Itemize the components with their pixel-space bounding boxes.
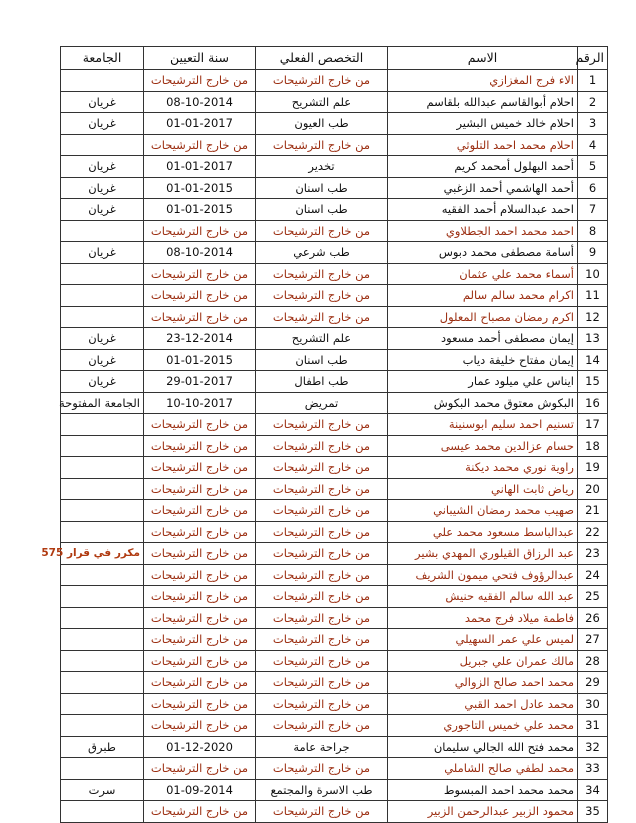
person-name: محمود الزبير عبدالرحمن الزبير: [388, 801, 578, 823]
actual-specialty: طب اطفال: [256, 371, 388, 393]
person-name: محمد فتح الله الجالي سليمان: [388, 736, 578, 758]
person-name: فاطمة ميلاد فرج محمد: [388, 607, 578, 629]
table-row: [61, 371, 608, 393]
row-number: 32: [578, 736, 608, 758]
table-row: [61, 91, 608, 113]
actual-specialty: طب العيون: [256, 113, 388, 135]
table-row: [61, 478, 608, 500]
person-name: مالك عمران علي جبريل: [388, 650, 578, 672]
row-number: 34: [578, 779, 608, 801]
university: [61, 693, 144, 715]
actual-specialty: من خارج الترشيحات: [256, 220, 388, 242]
person-name: أحمد الهاشمي أحمد الزغبي: [388, 177, 578, 199]
table-row: [61, 500, 608, 522]
actual-specialty: من خارج الترشيحات: [256, 543, 388, 565]
row-number: 5: [578, 156, 608, 178]
person-name: عبد الرزاق القيلوري المهدي بشير: [388, 543, 578, 565]
actual-specialty: علم التشريح: [256, 91, 388, 113]
appointment-year: من خارج الترشيحات: [144, 672, 256, 694]
person-name: تسنيم احمد سليم ابوسنينة: [388, 414, 578, 436]
appointment-year: من خارج الترشيحات: [144, 306, 256, 328]
appointment-year: 01-01-2017: [144, 113, 256, 135]
university: غريان: [61, 177, 144, 199]
person-name: لميس علي عمر السهيلي: [388, 629, 578, 651]
university: [61, 70, 144, 92]
person-name: احلام محمد احمد التلوثي: [388, 134, 578, 156]
university: غريان: [61, 242, 144, 264]
header-specialty: التخصص الفعلي: [256, 47, 388, 70]
actual-specialty: من خارج الترشيحات: [256, 521, 388, 543]
person-name: رياض ثابت الهاني: [388, 478, 578, 500]
row-number: 27: [578, 629, 608, 651]
actual-specialty: من خارج الترشيحات: [256, 629, 388, 651]
actual-specialty: علم التشريح: [256, 328, 388, 350]
university: [61, 629, 144, 651]
appointment-year: من خارج الترشيحات: [144, 70, 256, 92]
appointment-year: من خارج الترشيحات: [144, 220, 256, 242]
table-row: [61, 349, 608, 371]
row-number: 30: [578, 693, 608, 715]
table-row: [61, 263, 608, 285]
appointment-year: من خارج الترشيحات: [144, 543, 256, 565]
appointment-year: من خارج الترشيحات: [144, 521, 256, 543]
university: [61, 564, 144, 586]
table-row: [61, 220, 608, 242]
table-row: [61, 607, 608, 629]
appointment-year: 23-12-2014: [144, 328, 256, 350]
table-row: [61, 521, 608, 543]
person-name: احمد محمد احمد الجطلاوي: [388, 220, 578, 242]
person-name: البكوش معتوق محمد البكوش: [388, 392, 578, 414]
university: غريان: [61, 371, 144, 393]
row-number: 2: [578, 91, 608, 113]
appointment-year: 01-12-2020: [144, 736, 256, 758]
table-row: [61, 177, 608, 199]
table-row: [61, 629, 608, 651]
university: [61, 801, 144, 823]
person-name: محمد عادل احمد القبي: [388, 693, 578, 715]
person-name: إيمان مفتاح خليفة دياب: [388, 349, 578, 371]
appointment-year: 01-01-2015: [144, 199, 256, 221]
person-name: اكرم رمضان مصباح المعلول: [388, 306, 578, 328]
university: غريان: [61, 349, 144, 371]
person-name: محمد لطفي صالح الشاملي: [388, 758, 578, 780]
row-number: 7: [578, 199, 608, 221]
row-number: 21: [578, 500, 608, 522]
university: [61, 586, 144, 608]
header-appointment-year: سنة التعيين: [144, 47, 256, 70]
appointment-year: من خارج الترشيحات: [144, 629, 256, 651]
table-row: [61, 693, 608, 715]
university: [61, 220, 144, 242]
university: [61, 758, 144, 780]
appointment-year: من خارج الترشيحات: [144, 650, 256, 672]
actual-specialty: من خارج الترشيحات: [256, 478, 388, 500]
row-number: 28: [578, 650, 608, 672]
table-row: [61, 392, 608, 414]
university: [61, 500, 144, 522]
table-row: [61, 779, 608, 801]
actual-specialty: من خارج الترشيحات: [256, 414, 388, 436]
actual-specialty: طب اسنان: [256, 199, 388, 221]
actual-specialty: من خارج الترشيحات: [256, 693, 388, 715]
table-row: [61, 113, 608, 135]
actual-specialty: من خارج الترشيحات: [256, 457, 388, 479]
table-row: [61, 70, 608, 92]
row-number: 25: [578, 586, 608, 608]
person-name: احلام أبوالقاسم عبدالله بلقاسم: [388, 91, 578, 113]
actual-specialty: من خارج الترشيحات: [256, 672, 388, 694]
person-name: محمد محمد احمد المبسوط: [388, 779, 578, 801]
appointment-year: من خارج الترشيحات: [144, 564, 256, 586]
row-number: 11: [578, 285, 608, 307]
university: غريان: [61, 328, 144, 350]
row-number: 26: [578, 607, 608, 629]
actual-specialty: من خارج الترشيحات: [256, 564, 388, 586]
row-number: 16: [578, 392, 608, 414]
appointment-year: 08-10-2014: [144, 242, 256, 264]
person-name: احمد عبدالسلام أحمد الفقيه: [388, 199, 578, 221]
table-row: [61, 306, 608, 328]
table-row: [61, 650, 608, 672]
actual-specialty: طب شرعي: [256, 242, 388, 264]
person-name: أسماء محمد علي عثمان: [388, 263, 578, 285]
university: مكرر في قرار 575: [61, 543, 144, 565]
appointment-year: من خارج الترشيحات: [144, 586, 256, 608]
table-row: [61, 199, 608, 221]
actual-specialty: طب الاسرة والمجتمع: [256, 779, 388, 801]
university: غريان: [61, 156, 144, 178]
appointment-year: 01-01-2015: [144, 177, 256, 199]
appointment-year: من خارج الترشيحات: [144, 478, 256, 500]
university: غريان: [61, 199, 144, 221]
person-name: إيمان مصطفى أحمد مسعود: [388, 328, 578, 350]
appointment-year: 29-01-2017: [144, 371, 256, 393]
actual-specialty: من خارج الترشيحات: [256, 607, 388, 629]
row-number: 10: [578, 263, 608, 285]
person-name: أحمد البهلول أمحمد كريم: [388, 156, 578, 178]
row-number: 31: [578, 715, 608, 737]
university: [61, 478, 144, 500]
person-name: محمد علي خميس التاجوري: [388, 715, 578, 737]
actual-specialty: تخدير: [256, 156, 388, 178]
actual-specialty: من خارج الترشيحات: [256, 285, 388, 307]
row-number: 24: [578, 564, 608, 586]
person-name: حسام عزالدين محمد عيسى: [388, 435, 578, 457]
appointment-year: 10-10-2017: [144, 392, 256, 414]
actual-specialty: طب اسنان: [256, 349, 388, 371]
actual-specialty: من خارج الترشيحات: [256, 500, 388, 522]
row-number: 29: [578, 672, 608, 694]
appointment-year: 01-01-2015: [144, 349, 256, 371]
person-name: عبد الله سالم الفقيه حنيش: [388, 586, 578, 608]
header-name: الاسم: [388, 47, 578, 70]
table-row: [61, 586, 608, 608]
row-number: 8: [578, 220, 608, 242]
row-number: 13: [578, 328, 608, 350]
table-row: [61, 736, 608, 758]
person-name: أسامة مصطفى محمد دبوس: [388, 242, 578, 264]
appointment-year: من خارج الترشيحات: [144, 693, 256, 715]
row-number: 22: [578, 521, 608, 543]
table-row: [61, 285, 608, 307]
university: [61, 715, 144, 737]
table-row: [61, 672, 608, 694]
table-header-row: [61, 47, 608, 70]
university: [61, 134, 144, 156]
appointment-year: من خارج الترشيحات: [144, 285, 256, 307]
actual-specialty: من خارج الترشيحات: [256, 263, 388, 285]
appointment-year: من خارج الترشيحات: [144, 263, 256, 285]
row-number: 4: [578, 134, 608, 156]
appointment-year: من خارج الترشيحات: [144, 801, 256, 823]
table-row: [61, 328, 608, 350]
person-name: اكرام محمد سالم سالم: [388, 285, 578, 307]
table-row: [61, 758, 608, 780]
table-row: [61, 457, 608, 479]
appointment-year: 01-09-2014: [144, 779, 256, 801]
table-row: [61, 242, 608, 264]
actual-specialty: من خارج الترشيحات: [256, 586, 388, 608]
university: [61, 285, 144, 307]
appointment-year: من خارج الترشيحات: [144, 500, 256, 522]
university: [61, 650, 144, 672]
university: طبرق: [61, 736, 144, 758]
university: [61, 263, 144, 285]
actual-specialty: جراحة عامة: [256, 736, 388, 758]
person-name: عبدالرؤوف فتحي ميمون الشريف: [388, 564, 578, 586]
university: [61, 435, 144, 457]
university: سرت: [61, 779, 144, 801]
appointment-year: من خارج الترشيحات: [144, 715, 256, 737]
row-number: 18: [578, 435, 608, 457]
row-number: 14: [578, 349, 608, 371]
person-name: ايناس علي ميلود عمار: [388, 371, 578, 393]
actual-specialty: من خارج الترشيحات: [256, 758, 388, 780]
appointment-year: من خارج الترشيحات: [144, 758, 256, 780]
table-row: [61, 156, 608, 178]
table-row: [61, 414, 608, 436]
actual-specialty: من خارج الترشيحات: [256, 801, 388, 823]
person-name: صهيب محمد رمضان الشيباني: [388, 500, 578, 522]
row-number: 1: [578, 70, 608, 92]
university: [61, 414, 144, 436]
university: [61, 306, 144, 328]
actual-specialty: من خارج الترشيحات: [256, 70, 388, 92]
actual-specialty: طب اسنان: [256, 177, 388, 199]
row-number: 19: [578, 457, 608, 479]
appointment-year: من خارج الترشيحات: [144, 457, 256, 479]
table-row: [61, 801, 608, 823]
appointment-year: 08-10-2014: [144, 91, 256, 113]
appointment-year: من خارج الترشيحات: [144, 134, 256, 156]
table-row: [61, 543, 608, 565]
university: الجامعة المفتوحة: [61, 392, 144, 414]
university: غريان: [61, 91, 144, 113]
actual-specialty: من خارج الترشيحات: [256, 715, 388, 737]
row-number: 17: [578, 414, 608, 436]
row-number: 20: [578, 478, 608, 500]
table-row: [61, 564, 608, 586]
appointments-table: [41, 46, 608, 823]
row-number: 33: [578, 758, 608, 780]
row-number: 6: [578, 177, 608, 199]
person-name: راوية نوري محمد ديكنة: [388, 457, 578, 479]
row-number: 9: [578, 242, 608, 264]
header-number: الرقم: [578, 47, 608, 70]
person-name: الاء فرج المغزازي: [388, 70, 578, 92]
actual-specialty: من خارج الترشيحات: [256, 435, 388, 457]
row-number: 15: [578, 371, 608, 393]
row-number: 23: [578, 543, 608, 565]
actual-specialty: من خارج الترشيحات: [256, 650, 388, 672]
person-name: محمد احمد صالح الزوالي: [388, 672, 578, 694]
table-row: [61, 134, 608, 156]
appointment-year: من خارج الترشيحات: [144, 435, 256, 457]
university: [61, 672, 144, 694]
actual-specialty: من خارج الترشيحات: [256, 306, 388, 328]
appointment-year: من خارج الترشيحات: [144, 607, 256, 629]
row-number: 3: [578, 113, 608, 135]
row-number: 35: [578, 801, 608, 823]
person-name: احلام خالد خميس البشير: [388, 113, 578, 135]
person-name: عبدالباسط مسعود محمد علي: [388, 521, 578, 543]
appointment-year: من خارج الترشيحات: [144, 414, 256, 436]
table-row: [61, 715, 608, 737]
table-row: [61, 435, 608, 457]
header-university: الجامعة: [61, 47, 144, 70]
university: [61, 457, 144, 479]
university: [61, 521, 144, 543]
actual-specialty: من خارج الترشيحات: [256, 134, 388, 156]
university: [61, 607, 144, 629]
university: غريان: [61, 113, 144, 135]
actual-specialty: تمريض: [256, 392, 388, 414]
row-number: 12: [578, 306, 608, 328]
appointment-year: 01-01-2017: [144, 156, 256, 178]
